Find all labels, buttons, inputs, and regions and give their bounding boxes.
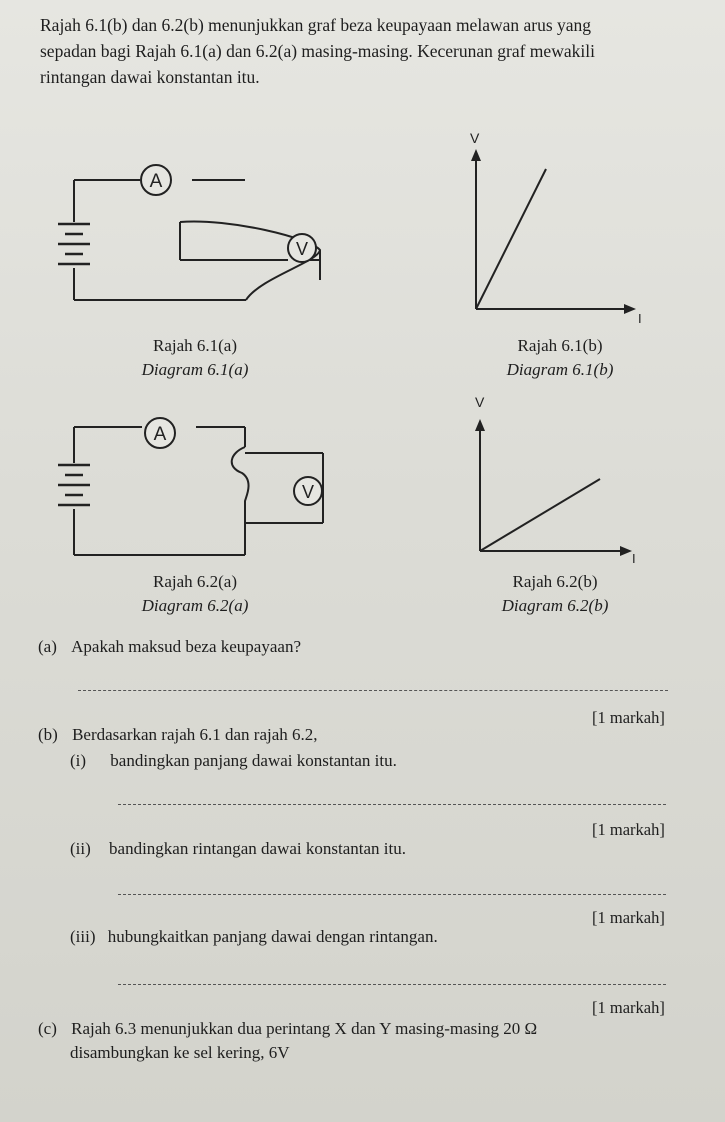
caption-6-1a [70,334,320,382]
voltmeter-label-62a: V [301,482,315,502]
question-a [38,636,301,658]
marks-b-iii: [1 markah] [592,998,665,1017]
caption-rajah-6-1b: Rajah 6.1(b) [517,336,603,355]
question-c-line-2: disambungkan ke sel kering, 6V [70,1043,290,1062]
caption-diagram-6-2a: Diagram 6.2(a) [141,596,249,615]
ammeter-62a [145,418,175,448]
answer-line-b-iii[interactable] [118,984,666,985]
question-b-ii [70,838,406,860]
caption-diagram-6-1b: Diagram 6.1(b) [506,360,614,379]
y-axis-label-6-1b: V [470,130,480,146]
intro-line-3: rintangan dawai konstantan itu. [40,67,260,87]
y-axis-label-6-2b: V [475,394,485,410]
marks-a: [1 markah] [592,708,665,727]
marks-b-i: [1 markah] [592,820,665,839]
question-b-label: (b) [38,725,58,744]
question-b-i-label: (i) [70,751,87,770]
caption-6-2b [455,570,655,618]
voltmeter-62a [294,477,322,505]
question-b-ii-label: (ii) [70,839,91,858]
intro-line-2: sepadan bagi Rajah 6.1(a) dan 6.2(a) masing-masing. Kecerunan graf mewakili [40,41,595,61]
voltmeter-61a [288,234,316,262]
question-b-text: Berdasarkan rajah 6.1 dan rajah 6.2, [72,725,318,744]
answer-line-b-ii[interactable] [118,894,666,895]
caption-6-1b [460,334,660,382]
caption-rajah-6-1a: Rajah 6.1(a) [152,336,238,355]
graph-6-2b [456,385,646,565]
x-axis-label-6-2b: I [632,551,636,566]
question-b-iii-label: (iii) [70,927,96,946]
answer-line-a[interactable] [78,690,668,691]
caption-diagram-6-2b: Diagram 6.2(b) [501,596,609,615]
ammeter-61a [141,165,171,195]
question-c [38,1018,537,1040]
question-c-line-1: Rajah 6.3 menunjukkan dua perintang X dan Y masing-masing 20 Ω [71,1019,538,1038]
ammeter-label-62a: A [153,424,167,445]
marks-b-ii: [1 markah] [592,908,665,927]
circuit-diagram-6-1a [50,160,350,330]
question-b-i-text: bandingkan panjang dawai konstantan itu. [110,751,397,770]
question-b [38,724,318,746]
ammeter-label-61a: A [149,171,163,192]
question-b-iii [70,926,438,948]
question-b-ii-text: bandingkan rintangan dawai konstantan itu. [109,839,406,858]
question-c-label: (c) [38,1019,57,1038]
question-b-iii-text: hubungkaitkan panjang dawai dengan rintangan. [107,927,438,946]
graph-6-1b [450,125,640,325]
intro-paragraph [40,12,690,90]
caption-6-2a [70,570,320,618]
question-b-i [70,750,397,772]
question-a-label: (a) [38,637,57,656]
caption-diagram-6-1a: Diagram 6.1(a) [141,360,249,379]
question-a-text: Apakah maksud beza keupayaan? [71,637,301,656]
intro-line-1: Rajah 6.1(b) dan 6.2(b) menunjukkan graf beza keupayaan melawan arus yang [40,15,592,35]
caption-rajah-6-2b: Rajah 6.2(b) [512,572,598,591]
voltmeter-label-61a: V [295,239,309,259]
circuit-diagram-6-2a [50,405,350,565]
x-axis-label-6-1b: I [638,311,642,326]
caption-rajah-6-2a: Rajah 6.2(a) [152,572,238,591]
answer-line-b-i[interactable] [118,804,666,805]
